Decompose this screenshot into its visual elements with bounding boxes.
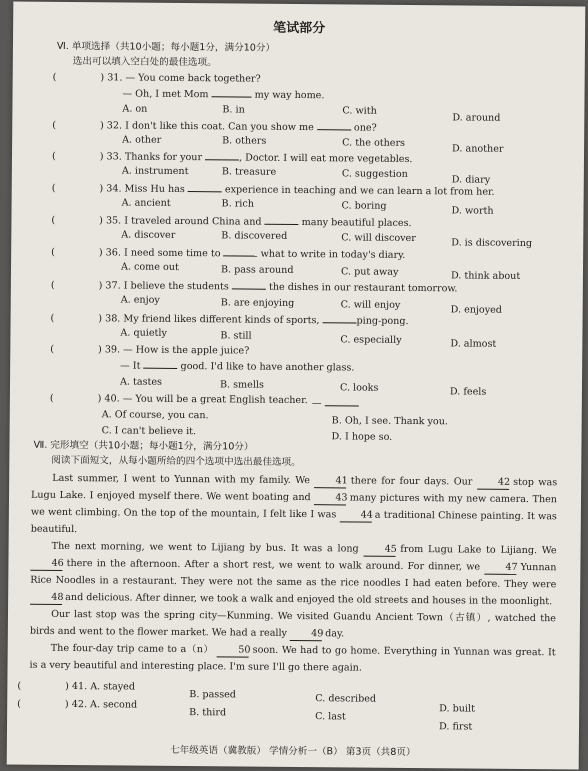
passage-text: and delicious. After dinner, we took a walk and enjoyed the old streets and houses in the moonlight. <box>62 591 553 608</box>
cloze-blank: 41 <box>314 475 346 488</box>
option: B. in <box>222 104 245 116</box>
question-34: ( ) 34. Miss Hu has experience in teaching and we can learn a lot from her. <box>51 182 495 198</box>
option: B. third <box>189 707 227 719</box>
option: C. boring <box>341 200 387 212</box>
option: B. Oh, I see. Thank you. <box>331 415 449 428</box>
answer-blank <box>322 313 356 323</box>
answer-blank <box>265 215 299 225</box>
option: D. built <box>439 703 475 715</box>
option: B. smells <box>219 379 264 391</box>
option: A. enjoy <box>120 294 160 306</box>
option: C. last <box>315 711 346 723</box>
passage-text: Last summer, I went to Yunnan with my family. We <box>52 472 315 487</box>
cloze-blank: 44 <box>339 509 371 522</box>
option: C. especially <box>340 334 402 346</box>
passage-text: Our last stop was the spring city—Kunming. We visited Guandu Ancient Town（古镇）, watched the birds and went to the flower market. We had a really <box>29 608 557 639</box>
answer-blank <box>324 396 358 406</box>
option: B. pass around <box>220 264 294 276</box>
option: B. treasure <box>221 166 277 178</box>
answer-blank <box>317 120 351 130</box>
passage-text: a traditional Chinese painting. It was beautiful. <box>30 509 557 536</box>
question-41: ( ) 41. A. stayed <box>17 680 136 693</box>
option: C. looks <box>339 382 379 394</box>
option: C. put away <box>340 266 399 278</box>
cloze-blank: 49 <box>290 628 322 641</box>
option: A. discover <box>121 229 176 241</box>
option: D. first <box>438 721 473 733</box>
section-6-instruction: 选出可以填入空白处的最佳选项。 <box>72 56 217 69</box>
question-39-answer-line: — It good. I'd like to have another glass. <box>120 360 355 374</box>
option: D. around <box>452 112 501 124</box>
question-36: ( ) 36. I need some time to what to write in today's diary. <box>51 246 406 261</box>
option: B. still <box>220 330 252 342</box>
option: B. passed <box>189 689 237 701</box>
option: C. will enjoy <box>340 299 401 311</box>
answer-blank <box>212 87 252 97</box>
passage-text: The next morning, we went to Lijiang by bus. It was a long <box>51 540 364 555</box>
question-39: ( ) 39. — How is the apple juice? <box>50 343 250 357</box>
option: B. discovered <box>221 230 288 242</box>
option: A. quietly <box>120 327 167 339</box>
option: D. think about <box>450 270 521 282</box>
option: C. described <box>315 693 377 705</box>
page-title: 笔试部分 <box>273 20 326 37</box>
option: A. come out <box>120 261 179 273</box>
option: D. feels <box>449 386 487 398</box>
answer-blank <box>144 359 178 369</box>
page-footer: 七年级英语（冀教版） 学情分析一（B） 第3页（共8页） <box>169 744 416 759</box>
option: D. enjoyed <box>450 304 503 316</box>
option: A. instrument <box>121 165 189 178</box>
cloze-blank: 43 <box>314 492 346 505</box>
option: D. almost <box>450 338 497 350</box>
option: B. others <box>222 135 267 147</box>
passage-paragraph <box>31 470 558 543</box>
section-7-heading: Ⅶ. 完形填空（共10小题；每小题1分，满分10分） <box>33 439 254 453</box>
passage-text: day. <box>322 628 345 640</box>
option: D. worth <box>451 205 494 217</box>
question-number: 31. <box>107 72 123 84</box>
question-40: ( ) 40. — You will be a great English teacher. <box>49 392 308 407</box>
question-35: ( ) 35. I traveled around China and many beautiful places. <box>51 214 412 230</box>
option: D. I hope so. <box>331 431 393 443</box>
cloze-blank: 46 <box>30 558 62 571</box>
question-42: ( ) 42. A. second <box>17 698 138 711</box>
option: D. another <box>452 143 504 155</box>
question-37: ( ) 37. I believe the students the dishes in our restaurant tomorrow. <box>50 279 458 295</box>
option: A. Of course, you can. <box>101 409 209 422</box>
question-40-reply: — <box>312 396 359 411</box>
passage-text: The four-day trip came to a（n） <box>50 642 218 656</box>
answer-blank <box>188 182 222 192</box>
passage-text: from Lugu Lake to Lijiang. We <box>395 543 557 557</box>
option: C. I can't believe it. <box>101 425 197 438</box>
cloze-blank: 50 <box>217 644 249 657</box>
section-7-instruction: 阅读下面短文，从每小题所给的四个选项中选出最佳选项。 <box>51 454 301 469</box>
question-33: ( ) 33. Thanks for your , Doctor. I will eat more vegetables. <box>51 150 413 166</box>
passage-paragraph <box>30 606 556 645</box>
cloze-blank: 48 <box>30 592 62 605</box>
answer-blank <box>205 150 239 160</box>
option: D. is discovering <box>451 237 533 250</box>
passage-text: there for four days. Our <box>346 475 477 488</box>
passage-text: many pictures with my new camera. Then we went climbing. On the top of the mountain, I felt like I was <box>30 492 558 521</box>
section-6-heading: Ⅵ. 单项选择（共10小题；每小题1分，满分10分） <box>56 40 276 54</box>
option: A. on <box>122 103 148 115</box>
question-32: ( ) 32. I don't like this coat. Can you show me one? <box>52 119 377 134</box>
option: B. are enjoying <box>220 297 295 309</box>
option: D. diary <box>451 174 491 186</box>
option: A. tastes <box>119 376 163 388</box>
option: A. other <box>122 134 162 146</box>
cloze-passage <box>29 470 557 679</box>
option: A. ancient <box>121 197 171 209</box>
cloze-blank: 42 <box>477 477 509 490</box>
passage-paragraph <box>30 538 557 611</box>
cloze-blank: 45 <box>363 544 395 557</box>
passage-text: Yunnan Rice Noodles in a restaurant. They were not the same as the rice noodles I had eaten before. They were <box>30 561 557 591</box>
question-31: ( ) 31. — You come back together? <box>52 71 261 85</box>
option: C. with <box>342 105 377 117</box>
passage-text: soon. We had to go home. Everything in Yunnan was great. It is a very beautiful and interesting place. I'm sure I'll go there again. <box>29 644 556 674</box>
cloze-blank: 47 <box>484 562 516 575</box>
passage-text: stop was Lugu Lake. I enjoyed myself there. We went boating and <box>30 476 558 504</box>
option: C. suggestion <box>341 168 408 180</box>
option: C. the others <box>342 137 406 149</box>
question-38: ( ) 38. My friend likes different kinds of sports, ping-pong. <box>50 312 409 327</box>
exam-page <box>7 2 586 770</box>
answer-blank <box>232 279 266 289</box>
question-31-answer-line: — Oh, I met Mom my way home. <box>122 88 325 102</box>
passage-text: there in the afternoon. After a short rest, we went to walk around. For dinner, we <box>62 557 485 573</box>
option: B. rich <box>221 198 254 210</box>
option: C. will discover <box>341 232 416 245</box>
answer-blank <box>224 246 258 256</box>
passage-paragraph <box>29 640 555 679</box>
